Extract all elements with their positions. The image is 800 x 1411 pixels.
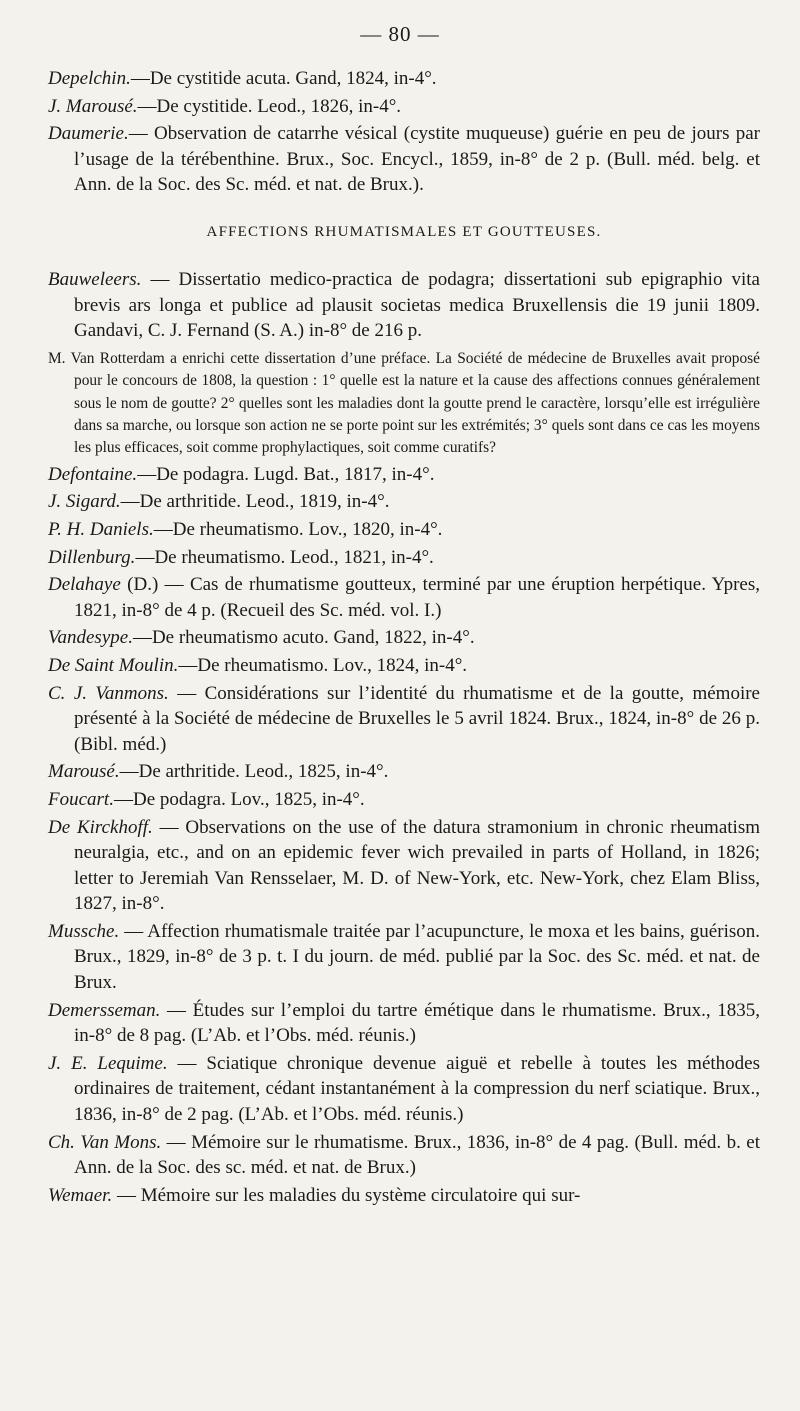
entry-author: Delahaye <box>48 574 121 596</box>
entry-author: J. Marousé. <box>48 95 138 117</box>
entry-text: — Observation de catarrhe vésical (cystite muqueuse) guérie en peu de jours par l’usage de la térébenthine. Brux., Soc. Encycl., 1859, in-8° de 2 p. (Bull. méd. belg. et Ann. de la Soc. des Sc. méd. et nat. de Brux.). <box>74 123 760 196</box>
bibliography-entry <box>48 625 760 651</box>
entry-author: Demersseman. <box>48 999 161 1021</box>
entry-text: —De arthritide. Leod., 1819, in-4°. <box>120 491 390 513</box>
entry-text: — Sciatique chronique devenue aiguë et rebelle à toutes les méthodes ordinaires de traitement, cédant instantanément à la compression du nerf sciatique. Brux., 1836, in-8° de 2 pag. (L’Ab. et l’Obs. méd. réunis.) <box>74 1052 760 1126</box>
bibliography-entry <box>48 462 760 488</box>
bibliography-entry <box>48 815 760 917</box>
entry-text: — Affection rhumatismale traitée par l’acupuncture, le moxa et les bains, guérison. Brux., 1829, in-8° de 3 p. t. I du journ. de méd. publié par la Soc. des Sc. méd. et nat. de Brux. <box>74 920 760 994</box>
entry-text: — Mémoire sur le rhumatisme. Brux., 1836, in-8° de 4 pag. (Bull. méd. b. et Ann. de la Soc. des sc. méd. et nat. de Brux.) <box>74 1131 760 1179</box>
bibliography-entry <box>48 66 760 92</box>
entry-text: —De arthritide. Leod., 1825, in-4°. <box>119 761 389 783</box>
bibliography-entry <box>48 1183 760 1209</box>
entries-top <box>48 66 760 198</box>
bibliography-entry <box>48 919 760 996</box>
entry-text: —De podagra. Lugd. Bat., 1817, in-4°. <box>137 463 435 485</box>
bibliography-entry <box>48 517 760 543</box>
entry-author: Mussche. <box>48 920 120 942</box>
entry-author: Wemaer. <box>48 1184 113 1206</box>
entry-text: — Mémoire sur les maladies du système circulatoire qui sur- <box>112 1184 581 1206</box>
bibliography-entry <box>48 759 760 785</box>
bibliography-entry <box>48 94 760 120</box>
entry-author: Daumerie. <box>48 123 129 145</box>
entry-author: De Kirckhoff. <box>48 816 153 838</box>
entry-text: —De podagra. Lov., 1825, in-4°. <box>113 788 365 810</box>
bibliography-entry <box>48 267 760 344</box>
entries-main <box>48 462 760 1209</box>
page-number: — 80 — <box>360 22 440 46</box>
entry-text: — Considérations sur l’identité du rhumatisme et de la goutte, mémoire présenté à la Société de médecine de Bruxelles le 5 avril 1824. Brux., 1824, in-8° de 26 p. (Bibl. méd.) <box>74 682 760 755</box>
entry-author: P. H. Daniels. <box>48 518 154 540</box>
entry-author: J. E. Lequime. <box>48 1052 168 1074</box>
entry-author: J. Sigard. <box>48 491 121 513</box>
entry-text: (D.) — Cas de rhumatisme goutteux, terminé par une éruption herpétique. Ypres, 1821, in-8° de 4 p. (Recueil des Sc. méd. vol. I.) <box>74 574 760 621</box>
entry-note <box>48 348 760 460</box>
entry-author: De Saint Moulin. <box>48 654 179 676</box>
entry-author: Dillenburg. <box>48 546 136 568</box>
entry-note-text: M. Van Rotterdam a enrichi cette dissertation d’une préface. La Société de médecine de Bruxelles avait proposé pour le concours de 1808, la question : 1° quelle est la nature et la cause des affections connues généralement sous le nom de goutte? 2° quelles sont les maladies dont la goutte prend le caractère, lorsqu’elle est irrégulière dans sa marche, ou lorsque son action ne se porte point sur les extrémités; 3° quels sont dans ce cas les moyens les plus efficaces, soit comme prophylactiques, soit comme curatifs? <box>48 349 760 457</box>
bibliography-entry <box>48 121 760 198</box>
entry-text: —De rheumatismo. Lov., 1824, in-4°. <box>178 654 468 676</box>
bibliography-entry <box>48 787 760 813</box>
entry-text: — Dissertatio medico-practica de podagra; dissertationi sub epigraphio vita brevis ars longa et publice ad plausit societas medica Bruxellensis die 19 junii 1809. Gandavi, C. J. Fernand (S. A.) in-8° de 216 p. <box>74 268 760 342</box>
bibliography-entry <box>48 572 760 623</box>
bibliography-entry <box>48 998 760 1049</box>
bibliography-entry <box>48 1130 760 1181</box>
entry-author: Depelchin. <box>48 68 131 89</box>
entry-author: Ch. Van Mons. <box>48 1131 162 1153</box>
bibliography-entry <box>48 1051 760 1128</box>
entry-author: Defontaine. <box>48 463 138 485</box>
entry-author: Vandesype. <box>48 627 133 649</box>
entry-author: Bauweleers. <box>48 268 142 290</box>
entry-text: —De rheumatismo. Leod., 1821, in-4°. <box>135 546 434 568</box>
entry-author: Marousé. <box>48 761 120 783</box>
entry-author: Foucart. <box>48 788 114 810</box>
entry-text: —De rheumatismo acuto. Gand, 1822, in-4°. <box>132 627 475 649</box>
entry-text: —De cystitide acuta. Gand, 1824, in-4°. <box>130 68 437 89</box>
section-heading: AFFECTIONS RHUMATISMALES ET GOUTTEUSES. <box>206 223 602 240</box>
entry-text: — Études sur l’emploi du tartre émétique dans le rhumatisme. Brux., 1835, in-8° de 8 pag. (L’Ab. et l’Obs. méd. réunis.) <box>74 999 760 1047</box>
bibliography-entry <box>48 653 760 679</box>
entry-text: — Observations on the use of the datura stramonium in chronic rheumatism neuralgia, etc., and on an epidemic fever wich prevailed in parts of Holland, in 1826; letter to Jeremiah Van Rensselaer, M. D. of New-York, etc. New-York, chez Elam Bliss, 1827, in-8°. <box>74 816 760 915</box>
entry-text: —De rheumatismo. Lov., 1820, in-4°. <box>153 518 443 540</box>
bibliography-entry <box>48 681 760 758</box>
entry-text: —De cystitide. Leod., 1826, in-4°. <box>137 95 402 117</box>
bibliography-entry <box>48 545 760 571</box>
bibliography-entry <box>48 489 760 515</box>
entry-author: C. J. Vanmons. <box>48 682 169 704</box>
